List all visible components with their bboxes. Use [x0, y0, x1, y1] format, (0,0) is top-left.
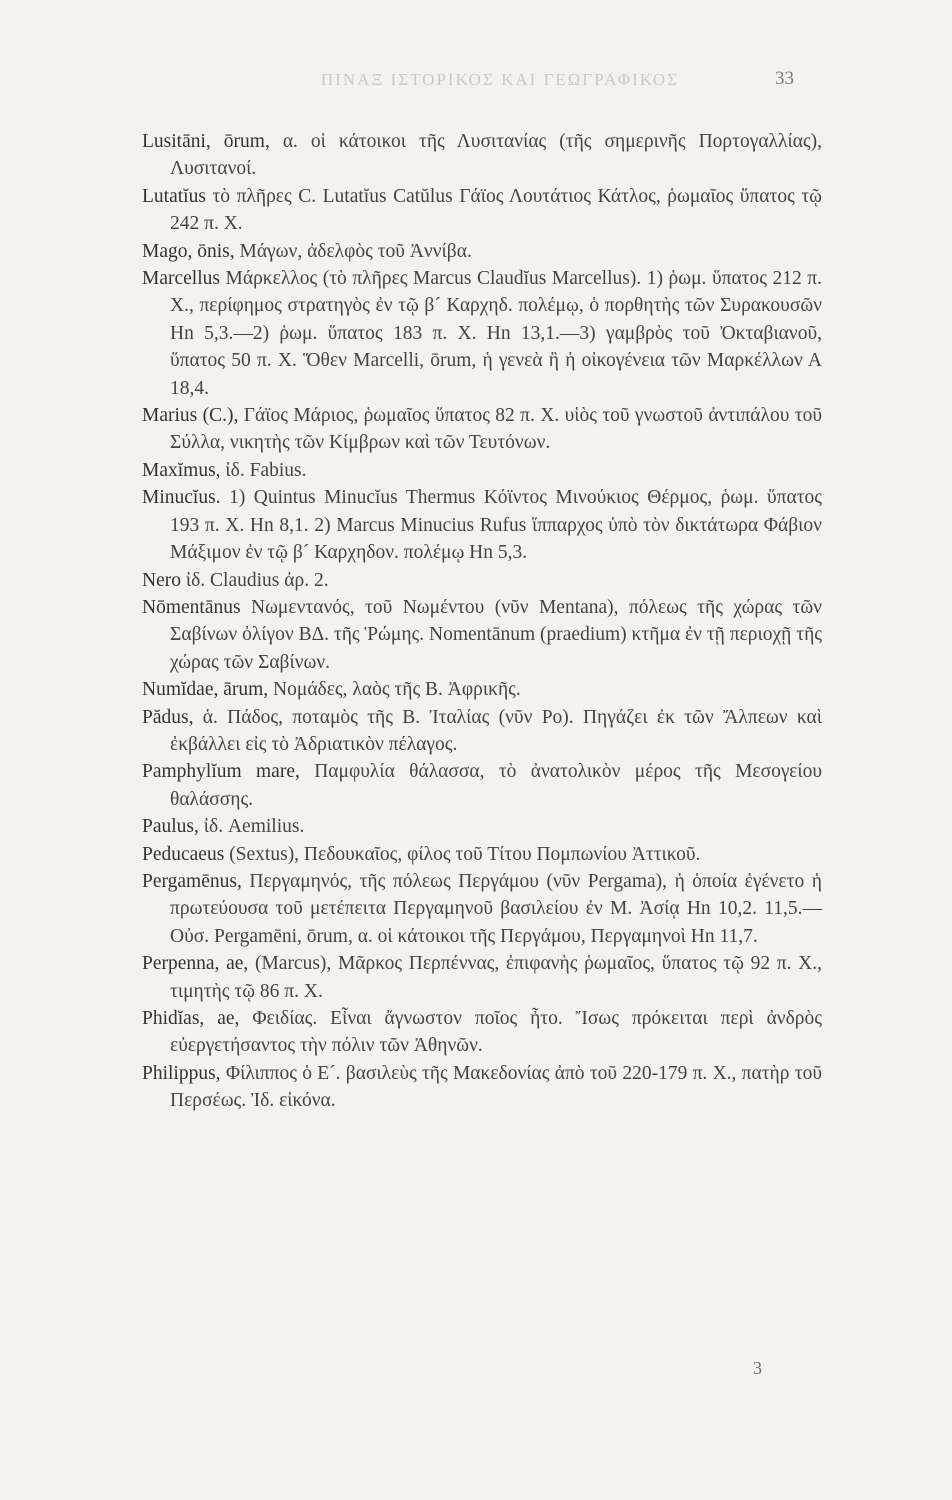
entry-head: Marius (C.),: [142, 405, 239, 427]
entry-text: 1) Quintus Minucĭus Thermus Κόϊντος Μινούκιος Θέρμος, ῥωμ. ὕπατος 193 π. Χ. Ηn 8,1. 2) Marcus Minucius Rufus ἵππαρχος ὑπὸ τὸν δικτάτωρα Φάβιον Μάξιμον ἐν τῷ β´ Καρχηδον. πολέμῳ Ηn 5,3.: [170, 487, 823, 564]
entry-nomentanus: [142, 594, 822, 676]
entry-paulus: [142, 813, 822, 840]
entry-head: Pergamēnus,: [142, 870, 242, 892]
entry-head: Nero: [142, 569, 181, 591]
entry-text: ἰδ. Fabius.: [225, 459, 307, 481]
entry-head: Perpenna, ae,: [142, 953, 249, 975]
entry-head: Lutatĭus: [142, 185, 206, 207]
entry-numidae: [142, 676, 822, 703]
entry-head: Pamphylĭum mare,: [142, 761, 300, 783]
entry-head: Lusitāni, ōrum,: [142, 131, 270, 152]
entry-text: (Marcus), Μᾶρκος Περπέννας, ἐπιφανὴς ῥωμαῖος, ὕπατος τῷ 92 π. Χ., τιμητὴς τῷ 86 π. Χ.: [170, 953, 822, 1002]
entry-head: Maxĭmus,: [142, 459, 221, 481]
entry-text: τὸ πλῆρες C. Lutatĭus Catŭlus Γάϊος Λουτάτιος Κάτλος, ῥωμαῖος ὕπατος τῷ 242 π. Χ.: [170, 185, 822, 235]
entry-head: Paulus,: [142, 816, 199, 838]
entry-head: Numĭdae, ārum,: [142, 679, 269, 701]
entry-perpenna: [142, 950, 822, 1005]
entry-text: Γάϊος Μάριος, ῥωμαῖος ὕπατος 82 π. Χ. υἱὸς τοῦ γνωστοῦ ἀντιπάλου τοῦ Σύλλα, νικητὴς τῶν Κίμβρων καὶ τῶν Τευτόνων.: [170, 405, 822, 454]
entry-head: Minucĭus.: [142, 487, 221, 509]
page-number: 33: [775, 68, 794, 89]
entry-text: Περγαμηνός, τῆς πόλεως Περγάμου (νῦν Pergama), ἡ ὁποία ἐγένετο ἡ πρωτεύουσα τοῦ μετέπειτα Περγαμηνοῦ βασιλείου ἐν Μ. Ἀσίᾳ Ηn 10,2. 11,5.—Οὐσ. Pergamēni, ōrum, α. οἱ κάτοικοι τῆς Περγάμου, Περγαμηνοὶ Ηn 11,7.: [170, 870, 822, 947]
entry-text: ἁ. Πάδος, ποταμὸς τῆς Β. Ἰταλίας (νῦν Po). Πηγάζει ἐκ τῶν Ἄλπεων καὶ ἐκβάλλει εἰς τὸ Ἀδριατικὸν πέλαγος.: [170, 706, 822, 755]
entry-philippus: [142, 1060, 822, 1115]
entry-head: Pădus,: [142, 706, 194, 728]
entry-peducaeus: [142, 841, 822, 868]
entry-head: Nōmentānus: [142, 596, 241, 618]
entry-head: Peducaeus: [142, 843, 225, 865]
entry-head: Phidĭas, ae,: [142, 1008, 240, 1029]
entry-text: Μάρκελλος (τὸ πλῆρες Marcus Claudĭus Marcellus). 1) ῥωμ. ὕπατος 212 π. Χ., περίφημος στρατηγὸς ἐν τῷ β´ Καρχηδ. πολέμῳ, ὁ πορθητὴς τῶν Συρακουσῶν Ηn 5,3.—2) ῥωμ. ὕπατος 183 π. Χ. Ηn 13,1.—3) γαμβρὸς τοῦ Ὀκταβιανοῦ, ὕπατος 50 π. Χ. Ὅθεν Marcelli, ōrum, ἡ γενεὰ ἢ ἡ οἰκογένεια τῶν Μαρκέλλων Α 18,4.: [170, 268, 822, 399]
entry-head: Philippus,: [142, 1062, 221, 1084]
entry-mago: [142, 238, 822, 265]
signature-mark: 3: [753, 1358, 762, 1378]
entry-minucius: [142, 484, 822, 566]
entry-text: Μάγων, ἀδελφὸς τοῦ Ἀννίβα.: [239, 240, 472, 262]
running-head: ΠΙΝΑΞ ΙΣΤΟΡΙΚΟΣ ΚΑΙ ΓΕΩΓΡΑΦΙΚΟΣ: [320, 70, 680, 89]
entry-text: ἰδ. Aemilius.: [203, 816, 305, 838]
entry-marius: [142, 402, 822, 457]
entry-lusitani: [142, 128, 822, 183]
entry-text: Φειδίας. Εἶναι ἄγνωστον ποῖος ἦτο. Ἴσως πρόκειται περὶ ἀνδρὸς εὐεργετήσαντος τὴν πόλιν τῶν Ἀθηνῶν.: [170, 1008, 823, 1057]
entry-head: Mago, ōnis,: [142, 240, 235, 262]
entry-lutatius: [142, 183, 822, 238]
entry-maximus: [142, 457, 822, 484]
entry-text: α. οἱ κάτοικοι τῆς Λυσιτανίας (τῆς σημερινῆς Πορτογαλλίας), Λυσιτανοί.: [170, 131, 823, 180]
entry-phidias: [142, 1005, 822, 1060]
entry-nero: [142, 567, 822, 594]
entry-text: (Sextus), Πεδουκαῖος, φίλος τοῦ Τίτου Πομπωνίου Ἀττικοῦ.: [229, 843, 701, 865]
entry-text: Νομάδες, λαὸς τῆς Β. Ἀφρικῆς.: [273, 679, 521, 701]
entry-pergamenus: [142, 868, 822, 950]
entry-text: Παμφυλία θάλασσα, τὸ ἀνατολικὸν μέρος τῆς Μεσογείου θαλάσσης.: [170, 761, 822, 810]
entry-text: Νωμεντανός, τοῦ Νωμέντου (νῦν Mentana), πόλεως τῆς χώρας τῶν Σαβίνων ὀλίγον ΒΔ. τῆς Ῥώμης. Nomentānum (praedium) κτῆμα ἐν τῇ περιοχῇ τῆς χώρας τῶν Σαβίνων.: [170, 596, 822, 673]
entry-marcellus: [142, 265, 822, 402]
entry-padus: [142, 704, 822, 759]
glossary-entries: [142, 128, 822, 1115]
entry-text: ἰδ. Claudius ἀρ. 2.: [185, 569, 329, 591]
entry-head: Marcellus: [142, 268, 220, 290]
entry-text: Φίλιππος ὁ Ε´. βασιλεὺς τῆς Μακεδονίας ἀπὸ τοῦ 220-179 π. Χ., πατὴρ τοῦ Περσέως. Ἰδ. εἰκόνα.: [170, 1062, 822, 1112]
entry-pamphylium: [142, 758, 822, 813]
